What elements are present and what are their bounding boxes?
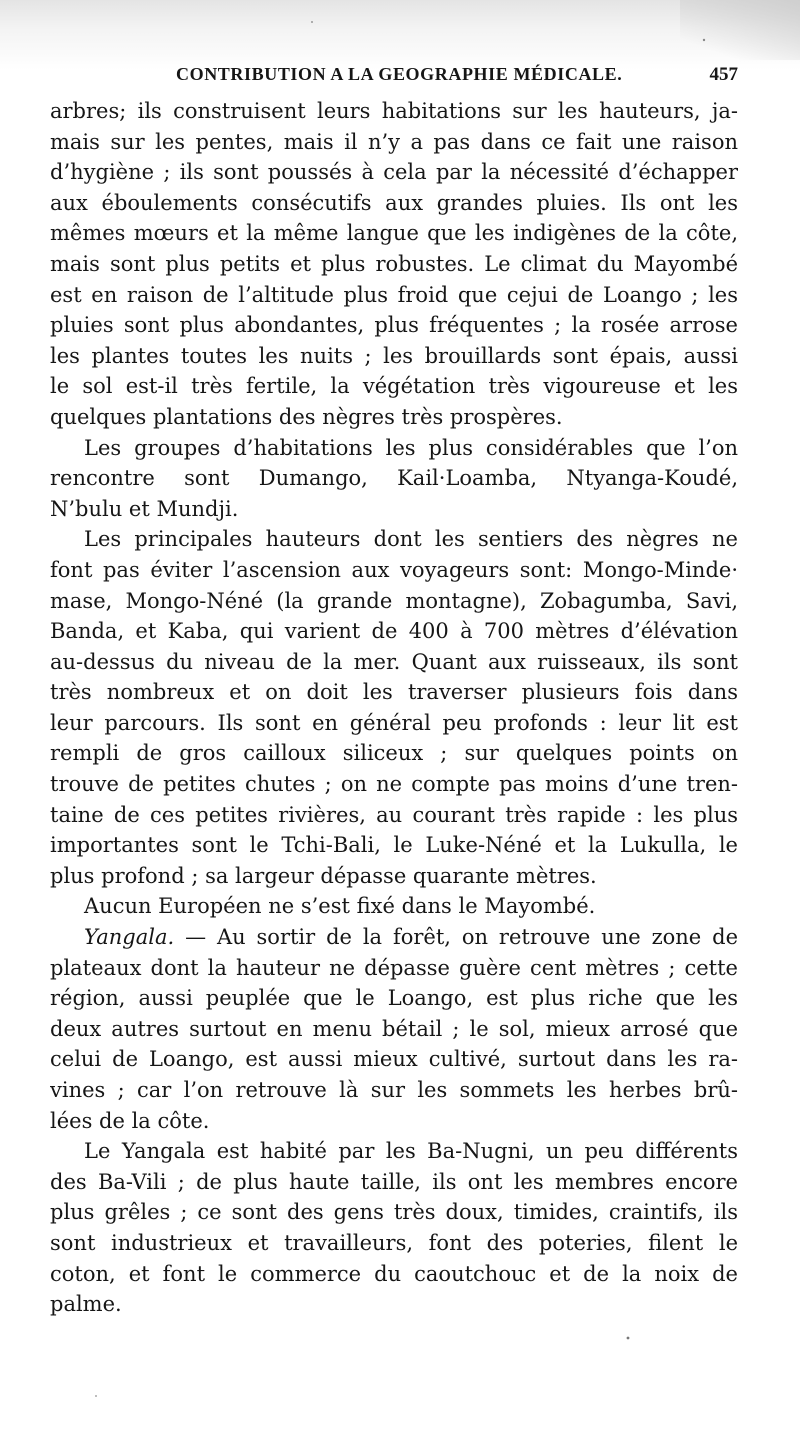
text-line: rencontre sont Dumango, Kail·Loamba, Ntyanga-Koudé, bbox=[50, 466, 738, 491]
text-line: importantes sont le Tchi-Bali, le Luke-Néné et la Lukulla, le bbox=[50, 833, 738, 858]
text-line: mais sur les pentes, mais il n’y a pas dans ce fait une raison bbox=[50, 129, 738, 154]
text-line: est en raison de l’altitude plus froid que cejui de Loango ; les bbox=[50, 282, 738, 307]
text-line: très nombreux et on doit les traverser plusieurs fois dans bbox=[50, 680, 738, 705]
text-line: sont industrieux et travailleurs, font des poteries, filent le bbox=[50, 1230, 738, 1255]
text-line: coton, et font le commerce du caoutchouc et de la noix de bbox=[50, 1261, 738, 1286]
text-line: Les principales hauteurs dont les sentiers des nègres ne bbox=[84, 527, 738, 552]
page-header bbox=[50, 64, 738, 94]
section-heading-yangala: Yangala. bbox=[84, 925, 175, 950]
text-line: quelques plantations des nègres très prospères. bbox=[50, 404, 563, 429]
text-line: Banda, et Kaba, qui varient de 400 à 700 mètres d’élévation bbox=[50, 619, 738, 644]
text-line: Aucun Européen ne s’est fixé dans le Mayombé. bbox=[84, 894, 596, 919]
text-line: palme. bbox=[50, 1292, 122, 1317]
text-line: région, aussi peuplée que le Loango, est plus riche que les bbox=[50, 986, 738, 1011]
text-line: trouve de petites chutes ; on ne compte pas moins d’une tren- bbox=[50, 772, 738, 797]
text-line bbox=[50, 922, 738, 953]
scan-shadow-corner bbox=[680, 0, 800, 60]
text-line: vines ; car l’on retrouve là sur les sommets les herbes brû- bbox=[50, 1078, 738, 1102]
text-line: d’hygiène ; ils sont poussés à cela par la nécessité d’échapper bbox=[50, 160, 738, 185]
text-line: aux éboulements consécutifs aux grandes pluies. Ils ont les bbox=[50, 190, 738, 215]
text-line: des Ba-Vili ; de plus haute taille, ils ont les membres encore bbox=[50, 1169, 738, 1194]
text-line: celui de Loango, est aussi mieux cultivé, surtout dans les ra- bbox=[50, 1047, 738, 1072]
text-line: pluies sont plus abondantes, plus fréquentes ; la rosée arrose bbox=[50, 313, 738, 338]
text-line: mase, Mongo-Néné (la grande montagne), Zobagumba, Savi, bbox=[50, 588, 738, 613]
text-line: plateaux dont la hauteur ne dépasse guère cent mètres ; cette bbox=[50, 955, 738, 980]
text-line: arbres; ils construisent leurs habitations sur les hauteurs, ja- bbox=[50, 99, 738, 123]
running-title: CONTRIBUTION A LA GEOGRAPHIE MÉDICALE. bbox=[176, 64, 623, 84]
text-line: le sol est-il très fertile, la végétation très vigoureuse et les bbox=[50, 374, 738, 399]
text-line: leur parcours. Ils sont en général peu profonds : leur lit est bbox=[50, 710, 738, 735]
page-number: 457 bbox=[709, 64, 738, 85]
text-line: mais sont plus petits et plus robustes. Le climat du Mayombé bbox=[50, 251, 738, 276]
text-line: taine de ces petites rivières, au courant très rapide : les plus bbox=[50, 802, 738, 827]
body-text bbox=[50, 96, 738, 1320]
text-line: font pas éviter l’ascension aux voyageurs sont: Mongo-Minde· bbox=[50, 557, 738, 582]
text-line: mêmes mœurs et la même langue que les indigènes de la côte, bbox=[50, 221, 738, 246]
text-line: lées de la côte. bbox=[50, 1108, 210, 1133]
text-line: Les groupes d’habitations les plus considérables que l’on bbox=[84, 435, 738, 460]
text-line: Le Yangala est habité par les Ba-Nugni, un peu différents bbox=[84, 1139, 738, 1164]
text-line: les plantes toutes les nuits ; les brouillards sont épais, aussi bbox=[50, 343, 738, 368]
text-line: N’bulu et Mundji. bbox=[50, 496, 239, 521]
text-line: plus profond ; sa largeur dépasse quarante mètres. bbox=[50, 863, 597, 888]
text-line: rempli de gros cailloux siliceux ; sur quelques points on bbox=[50, 741, 738, 766]
text-line: au-dessus du niveau de la mer. Quant aux ruisseaux, ils sont bbox=[50, 649, 738, 674]
text-line: deux autres surtout en menu bétail ; le sol, mieux arrosé que bbox=[50, 1016, 738, 1041]
text-span: — Au sortir de la forêt, on retrouve une zone de bbox=[185, 925, 738, 950]
text-line: plus grêles ; ce sont des gens très doux, timides, craintifs, ils bbox=[50, 1200, 738, 1225]
